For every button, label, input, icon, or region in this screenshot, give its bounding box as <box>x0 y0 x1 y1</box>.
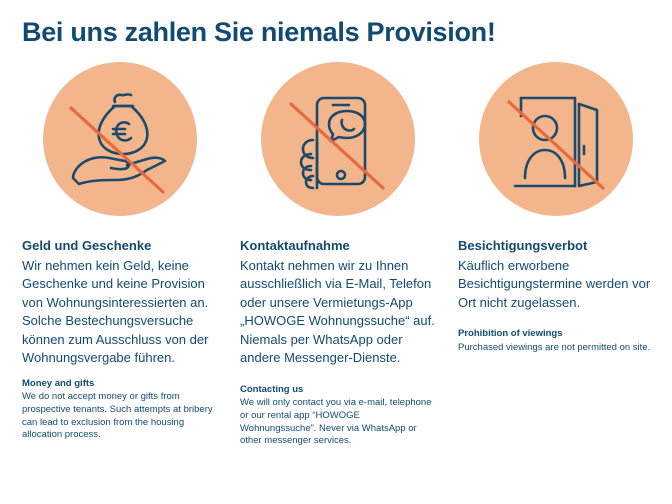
column-title: Besichtigungsverbot <box>458 237 588 253</box>
english-title: Prohibition of viewings <box>458 328 563 340</box>
column-title: Kontaktaufnahme <box>240 237 350 253</box>
column-money-and-gifts <box>22 62 218 443</box>
icon-wrap-3 <box>479 62 633 216</box>
column-prohibition-of-viewings <box>458 62 654 355</box>
page-title: Bei uns zahlen Sie niemals Provision! <box>22 17 496 47</box>
column-body: Wir nehmen kein Geld, keine Geschenke und keine Provision von Wohnungsinteressierten an. Solche Bestechungsversuche können zum Ausschluss von der Wohnungsvergabe führen. <box>22 257 209 366</box>
column-body: Käuflich erworbene Besichtigungstermine werden vor Ort nicht zugelassen. <box>458 257 651 310</box>
english-block <box>22 378 218 443</box>
column-title: Geld und Geschenke <box>22 237 152 253</box>
person-at-open-door-crossed-out-icon <box>479 62 633 216</box>
english-body: We will only contact you via e-mail, telephone or our rental app “HOWOGE Wohnungssuche”. Never via WhatsApp or other messenger services. <box>240 397 432 447</box>
icon-wrap-2 <box>261 62 415 216</box>
english-body: We do not accept money or gifts from prospective tenants. Such attempts at bribery can lead to exclusion from the housing allocation process. <box>22 391 213 441</box>
hand-holding-smartphone-chat-crossed-out-icon <box>261 62 415 216</box>
hand-with-money-bag-crossed-out-icon <box>43 62 197 216</box>
english-body: Purchased viewings are not permitted on site. <box>458 341 651 353</box>
columns-container <box>22 62 650 449</box>
english-title: Contacting us <box>240 383 304 395</box>
column-body: Kontakt nehmen wir zu Ihnen ausschließlich via E-Mail, Telefon oder unsere Vermietungs-App „HOWOGE Wohnungssuche“ auf. Niemals per WhatsApp oder andere Messenger-Dienste. <box>240 257 435 366</box>
english-title: Money and gifts <box>22 377 95 389</box>
english-block <box>458 328 654 354</box>
column-contacting-us <box>240 62 436 449</box>
icon-wrap-1 <box>43 62 197 216</box>
english-block <box>240 384 436 449</box>
